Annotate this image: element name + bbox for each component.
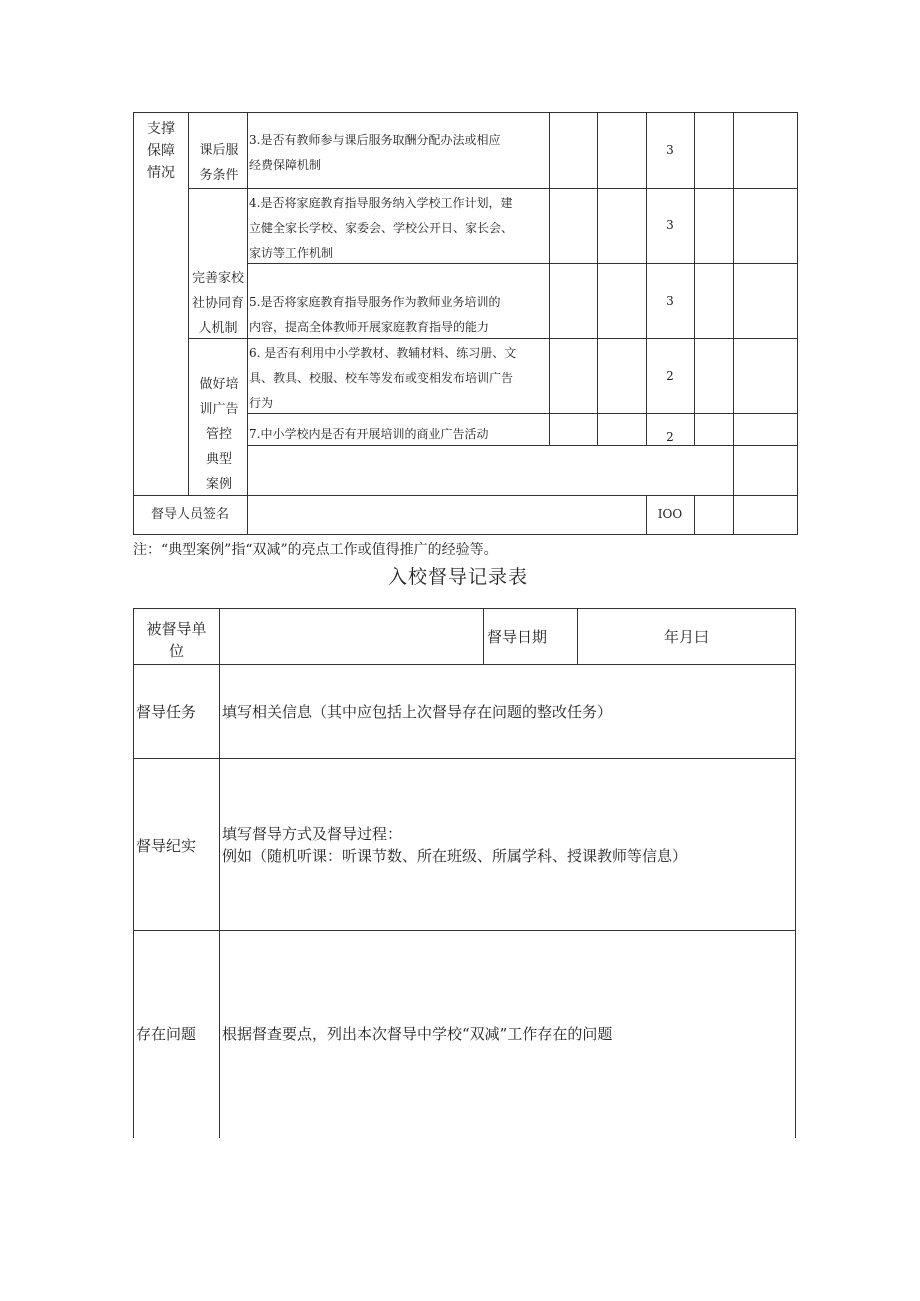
total-score: IOO bbox=[657, 507, 683, 521]
record-text: 填写督导方式及督导过程： 例如（随机听课：听课节数、所在班级、所属学科、授课教师等信息） bbox=[222, 825, 688, 865]
score-6: 2 bbox=[666, 369, 674, 383]
score-3: 3 bbox=[666, 143, 674, 157]
task-label: 督导任务 bbox=[136, 703, 197, 721]
score-7: 2 bbox=[666, 430, 674, 444]
section-label: 支撑 保障 情况 bbox=[147, 121, 175, 181]
criterion-7: 7.中小学校内是否有开展培训的商业广告活动 bbox=[249, 427, 489, 441]
note: 注：“典型案例”指“双减”的亮点工作或值得推广的经验等。 bbox=[133, 542, 498, 558]
unit-label: 被督导单 位 bbox=[146, 620, 207, 660]
score-5: 3 bbox=[666, 294, 674, 308]
score-4: 3 bbox=[666, 218, 674, 232]
criterion-3: 3.是否有教师参与课后服务取酬分配办法或相应 经费保障机制 bbox=[249, 133, 501, 172]
group-label-home-school: 完善家校 社协同育 人机制 bbox=[191, 271, 244, 336]
date-label: 督导日期 bbox=[487, 628, 548, 646]
date-value: 年月曰 bbox=[663, 628, 709, 646]
case-label: 典型 案例 bbox=[205, 452, 232, 492]
group-label-ad-control: 做好培 训广告 管控 bbox=[199, 377, 239, 442]
task-text: 填写相关信息（其中应包括上次督导存在问题的整改任务） bbox=[222, 703, 613, 721]
signature-label: 督导人员签名 bbox=[150, 507, 229, 522]
criterion-5: 5.是否将家庭教育指导服务作为教师业务培训的 内容，提高全体教师开展家庭教育指导的能力 bbox=[249, 295, 501, 334]
criterion-6: 6. 是否有利用中小学教材、教辅材料、练习册、文 具、教具、校服、校车等发布或变相发布培训广告 行为 bbox=[249, 346, 517, 410]
group-label-after-school: 课后服 务条件 bbox=[199, 143, 239, 183]
record-title: 入校督导记录表 bbox=[388, 566, 529, 588]
record-label: 督导纪实 bbox=[136, 837, 197, 855]
issue-label: 存在问题 bbox=[136, 1025, 197, 1043]
issue-text: 根据督查要点，列出本次督导中学校“双减”工作存在的问题 bbox=[222, 1025, 613, 1043]
criterion-4: 4.是否将家庭教育指导服务纳入学校工作计划，建 立健全家长学校、家委会、学校公开日、家长会、 家访等工作机制 bbox=[249, 196, 514, 260]
